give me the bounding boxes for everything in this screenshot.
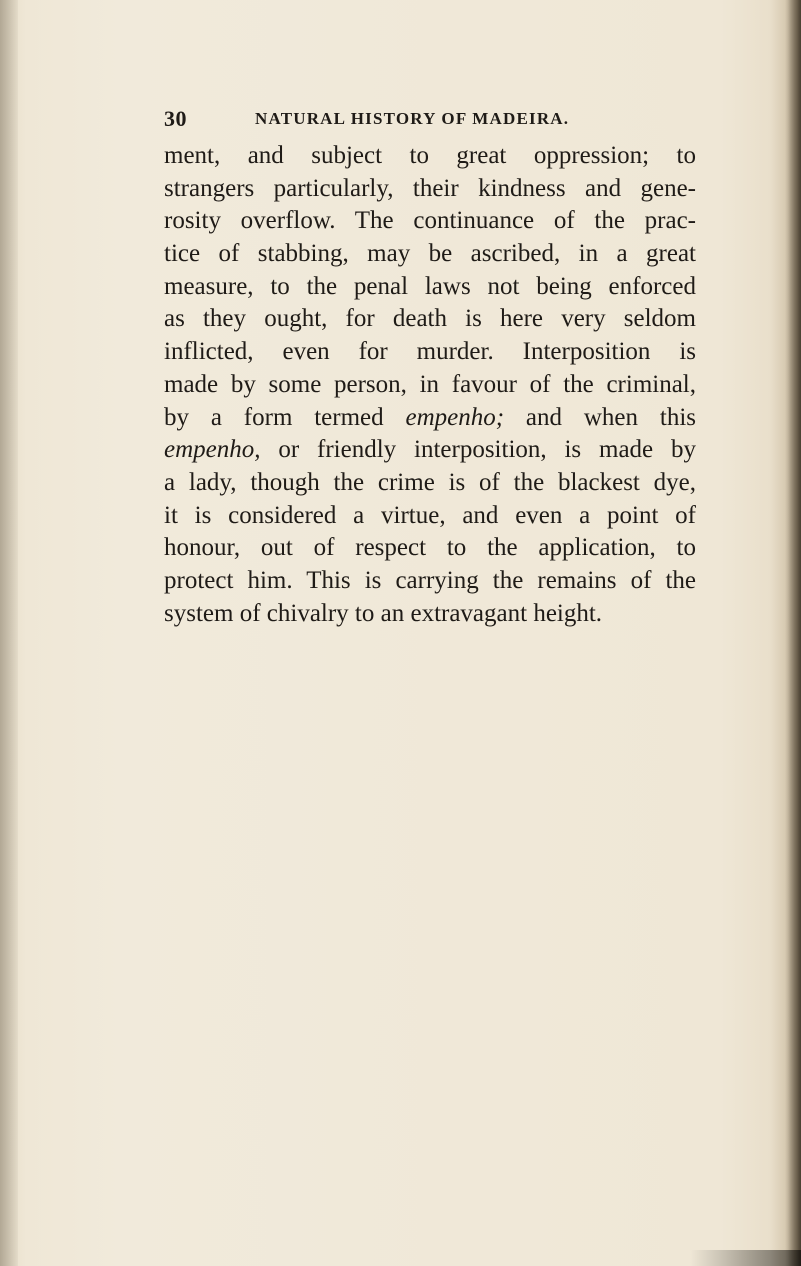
text-segment: as they ought, for death is here very seldom	[164, 305, 696, 333]
text-segment: honour, out of respect to the application, to	[164, 534, 696, 562]
text-segment: tice of stabbing, may be ascribed, in a great	[164, 240, 696, 268]
text-line	[164, 467, 696, 500]
page-gutter-shadow	[0, 0, 18, 1266]
text-segment: rosity overflow. The continuance of the prac-	[164, 207, 696, 235]
text-line	[164, 140, 696, 173]
running-title: NATURAL HISTORY OF MADEIRA.	[255, 109, 570, 128]
text-segment: inflicted, even for murder. Interposition is	[164, 338, 696, 366]
text-line	[164, 369, 696, 402]
text-line	[164, 173, 696, 206]
page-number: 30	[164, 106, 187, 131]
text-segment: and when this	[504, 403, 696, 431]
text-line	[164, 271, 696, 304]
text-segment: made by some person, in favour of the criminal,	[164, 370, 696, 398]
italic-term: empenho,	[164, 436, 261, 464]
text-segment: ment, and subject to great oppression; to	[164, 142, 696, 169]
text-line	[164, 598, 696, 631]
text-line	[164, 565, 696, 598]
text-segment: strangers particularly, their kindness and gene-	[164, 174, 696, 202]
page-corner-shadow	[690, 1250, 801, 1266]
text-line	[164, 434, 696, 467]
text-line	[164, 532, 696, 565]
text-segment: measure, to the penal laws not being enforced	[164, 272, 696, 300]
text-segment: protect him. This is carrying the remains of the	[164, 566, 696, 594]
text-segment: a lady, though the crime is of the blackest dye,	[164, 468, 696, 496]
text-line	[164, 336, 696, 369]
text-line	[164, 402, 696, 435]
text-segment: by a form termed	[164, 403, 406, 431]
text-segment: system of chivalry to an extravagant height.	[164, 599, 603, 627]
body-paragraph	[164, 140, 696, 630]
text-segment: it is considered a virtue, and even a point of	[164, 501, 696, 529]
italic-term: empenho;	[405, 403, 505, 431]
text-line	[164, 238, 696, 271]
text-segment: or friendly interposition, is made by	[260, 436, 696, 464]
text-line	[164, 500, 696, 533]
page-edge-shadow	[785, 0, 801, 1266]
running-head	[164, 106, 684, 142]
text-line	[164, 303, 696, 336]
text-line	[164, 205, 696, 238]
